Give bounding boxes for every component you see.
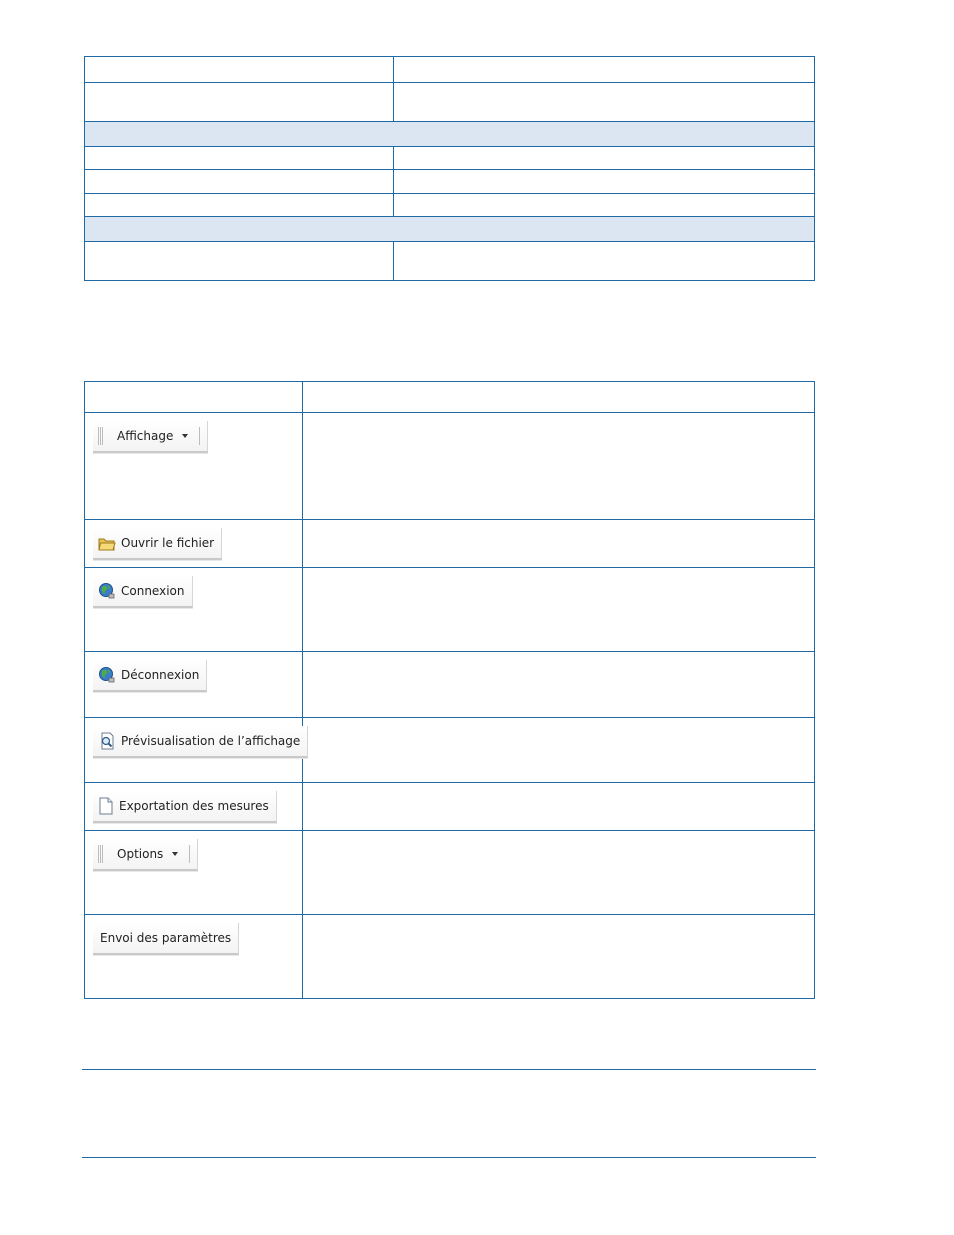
print-preview-icon [98, 732, 116, 750]
open-file-button[interactable] [93, 528, 222, 560]
disconnect-label: Déconnexion [121, 668, 200, 682]
table-cell [85, 57, 394, 83]
table-cell [85, 242, 394, 281]
table-cell [303, 413, 815, 520]
table-row [85, 413, 815, 520]
grip-icon [98, 845, 104, 863]
footer-divider-bottom [82, 1157, 816, 1158]
table-row [85, 718, 815, 783]
send-parameters-button[interactable] [93, 923, 239, 955]
table-cell [394, 242, 815, 281]
options-label: Options [117, 847, 164, 861]
table-cell [303, 831, 815, 915]
affichage-label: Affichage [117, 429, 174, 443]
top-table [84, 56, 815, 281]
table-cell [394, 194, 815, 217]
table-cell [303, 915, 815, 999]
table-cell [303, 718, 815, 783]
table-row [85, 83, 815, 122]
section-header-cell [85, 122, 815, 147]
table-cell [394, 147, 815, 170]
table-row [85, 147, 815, 170]
dropdown-arrow-icon [182, 434, 188, 438]
table-cell [85, 915, 303, 999]
table-cell [85, 652, 303, 718]
table-row [85, 915, 815, 999]
table-cell [85, 783, 303, 831]
table-cell [303, 520, 815, 568]
table-cell [303, 652, 815, 718]
table-cell [85, 520, 303, 568]
table-cell [85, 147, 394, 170]
table-cell [394, 170, 815, 194]
globe-icon [98, 666, 116, 684]
table-header-cell [303, 382, 815, 413]
table-row [85, 652, 815, 718]
table-header-row [85, 382, 815, 413]
print-preview-label: Prévisualisation de l’affichage [121, 734, 301, 748]
open-file-label: Ouvrir le fichier [121, 536, 215, 550]
table-header-cell [85, 382, 303, 413]
table-cell [303, 783, 815, 831]
export-measurements-button[interactable] [93, 791, 277, 823]
table-row [85, 520, 815, 568]
section-row [85, 217, 815, 242]
connect-button[interactable] [93, 576, 193, 608]
document-icon [98, 797, 114, 815]
toolbar-buttons-table [84, 381, 815, 999]
options-menu-button[interactable] [93, 839, 198, 871]
section-header-cell [85, 217, 815, 242]
globe-icon [98, 582, 116, 600]
table-cell [85, 718, 303, 783]
section-row [85, 122, 815, 147]
table-row [85, 831, 815, 915]
grip-icon [98, 427, 104, 445]
table-row [85, 194, 815, 217]
table-cell [85, 831, 303, 915]
export-measurements-label: Exportation des mesures [119, 799, 269, 813]
connect-label: Connexion [121, 584, 185, 598]
table-row [85, 242, 815, 281]
dropdown-arrow-icon [172, 852, 178, 856]
table-row [85, 170, 815, 194]
folder-icon [98, 536, 116, 551]
table-cell [303, 568, 815, 652]
toolbar-separator [199, 427, 200, 445]
table-row [85, 568, 815, 652]
toolbar-separator [189, 845, 190, 863]
table-cell [394, 57, 815, 83]
footer-divider-top [82, 1069, 816, 1070]
table-cell [85, 170, 394, 194]
send-parameters-label: Envoi des paramètres [100, 931, 232, 945]
affichage-menu-button[interactable] [93, 421, 208, 453]
print-preview-button[interactable] [93, 726, 308, 758]
table-cell [85, 194, 394, 217]
table-cell [85, 83, 394, 122]
table-cell [85, 413, 303, 520]
disconnect-button[interactable] [93, 660, 207, 692]
table-cell [394, 83, 815, 122]
table-cell [85, 568, 303, 652]
table-row [85, 783, 815, 831]
table-row [85, 57, 815, 83]
